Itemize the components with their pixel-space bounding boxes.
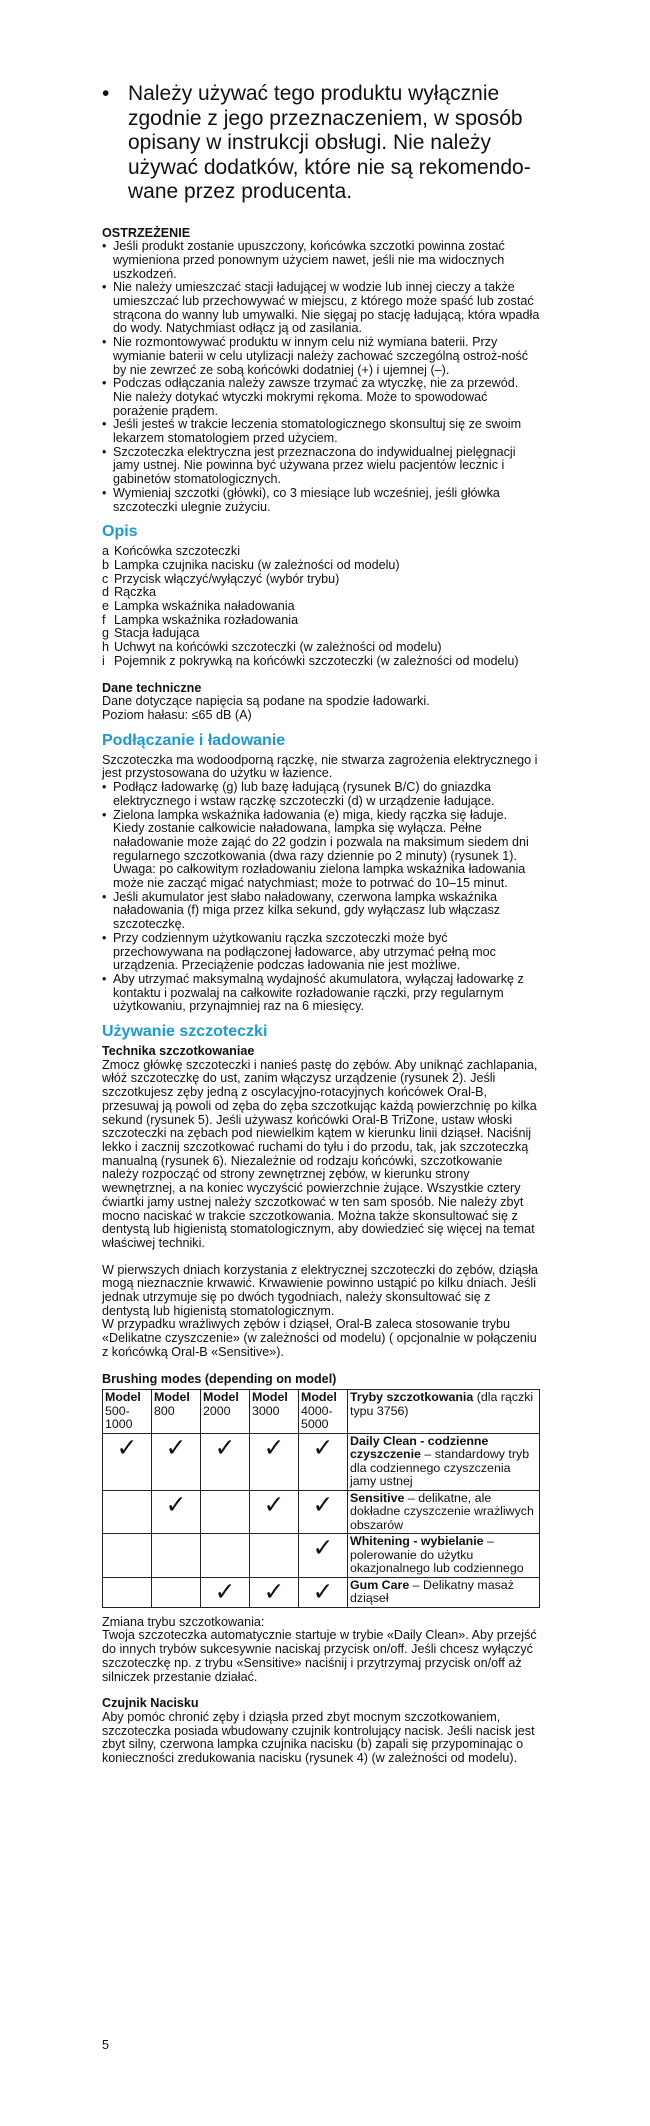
charging-item: • Przy codziennym użytkowaniu rączka szczoteczki może być przechowywana na podłączonej ładowarce, aby utrzymać pełną moc urządzenia. Przeciążenie podczas ładowania nie jest możliwe. — [102, 932, 540, 973]
mode-row — [103, 1490, 540, 1534]
charging-item-text: Zielona lampka wskaźnika ładowania (e) miga, kiedy rączka się ładuje. Kiedy zostanie całkowicie naładowana, lampka się wyłącza. Pełne naładowanie może zająć do 22 godzin i pozwala na maksimum siedem dni regularnego szczotkowania (dwa razy dziennie po 2 minuty) (rysunek 1). — [113, 807, 529, 863]
part-text: Rączka — [114, 585, 156, 600]
model-header: Model 500-1000 — [103, 1390, 152, 1434]
tech-section — [102, 682, 540, 723]
warning-item: • Jeśli jesteś w trakcie leczenia stomatologicznego skonsultuj się ze swoim lekarzem stomatologiem przed użyciem. — [102, 418, 540, 445]
warning-title: OSTRZEŻENIE — [102, 225, 191, 240]
mode-row — [103, 1534, 540, 1578]
warning-item: • Wymieniaj szczotki (główki), co 3 miesiące lub wcześniej, jeśli główka szczoteczki ulegnie zużyciu. — [102, 487, 540, 514]
page-number: 5 — [102, 2038, 110, 2052]
charging-intro: Szczoteczka ma wodoodporną rączkę, nie stwarza zagrożenia elektrycznego i jest przystosowana do użytku w łazience. — [102, 752, 538, 781]
pressure-title: Czujnik Nacisku — [102, 1696, 199, 1711]
empty-cell — [103, 1490, 152, 1534]
intro-text: Należy używać tego produktu wyłącznie zgodnie z jego przeznaczeniem, w sposób opisany w instrukcji obsługi. Nie należy używać dodatków, które nie są rekomendo-wane przez producenta. — [128, 82, 531, 203]
part-letter: b — [102, 557, 110, 572]
part-letter: g — [102, 626, 110, 641]
charging-item: • Podłącz ładowarkę (g) lub bazę ładującą (rysunek B/C) do gniazdka elektrycznego i wstaw rączkę szczoteczki (d) w urządzenie ładujące. — [102, 781, 540, 808]
pressure-section — [102, 1697, 540, 1766]
checkmark-icon: ✓ — [152, 1490, 201, 1534]
charging-item: • Aby utrzymać maksymalną wydajność akumulatora, wyłączaj ładowarkę z kontaktu i pozwalaj na całkowite rozładowanie rączki, przy regularnym użytkowaniu, przynajmniej raz na 6 miesięcy. — [102, 973, 540, 1014]
model-header: Model 2000 — [201, 1390, 250, 1434]
part-letter: a — [102, 544, 110, 559]
checkmark-icon: ✓ — [299, 1534, 348, 1578]
brushing-modes-table — [102, 1389, 540, 1608]
checkmark-icon: ✓ — [250, 1577, 299, 1607]
table-header-row — [103, 1390, 540, 1434]
part-text: Pojemnik z pokrywką na końcówki szczoteczki (w zależności od modelu) — [114, 653, 519, 668]
part-text: Lampka czujnika nacisku (w zależności od modelu) — [114, 557, 400, 572]
intro-bullet — [102, 82, 540, 205]
warning-item: • Jeśli produkt zostanie upuszczony, końcówka szczotki powinna zostać wymieniona przed ponownym użyciem nawet, jeśli nie ma widocznych uszkodzeń. — [102, 240, 540, 281]
parts-list — [102, 545, 540, 668]
checkmark-icon: ✓ — [299, 1577, 348, 1607]
charging-section — [102, 754, 540, 1014]
charging-item — [102, 809, 540, 891]
warning-item: • Podczas odłączania należy zawsze trzymać za wtyczkę, nie za przewód. Nie należy dotykać wtyczki mokrymi rękoma. Może to spowodować porażenie prądem. — [102, 377, 540, 418]
pressure-text: Aby pomóc chronić zęby i dziąsła przed zbyt mocnym szczotkowaniem, szczoteczka posiada wbudowany czujnik kontrolujący nacisk. Jeśli nacisk jest zbyt silny, czerwona lampka czujnika nacisku (b) zapali się przypominając o konieczności zredukowania nacisku (rysunek 4) (w zależności od modelu). — [102, 1709, 535, 1766]
modes-table-title: Brushing modes (depending on model) — [102, 1371, 337, 1386]
part-text: Końcówka szczoteczki — [114, 544, 240, 559]
part-text: Stacja ładująca — [114, 626, 200, 641]
usage-section — [102, 1045, 540, 1359]
mode-change-text: Twoja szczoteczka automatycznie startuje w trybie «Daily Clean». Aby przejść do innych trybów sukcesywnie naciskaj przycisk on/off. Jeśli chcesz wyłączyć szczoteczkę np. z trybu «Sensitive» naciśnij i przytrzymaj przycisk on/off aż silniczek przestanie działać. — [102, 1628, 537, 1684]
tech-line: Dane dotyczące napięcia są podane na spodzie ładowarki. — [102, 694, 430, 709]
mode-name: Sensitive — [350, 1490, 405, 1505]
part-letter: f — [102, 612, 106, 627]
checkmark-icon: ✓ — [201, 1577, 250, 1607]
mode-description — [348, 1577, 540, 1607]
part-text: Lampka wskaźnika naładowania — [114, 599, 295, 614]
mode-name: Gum Care — [350, 1577, 410, 1592]
warning-item: • Szczoteczka elektryczna jest przeznaczona do indywidualnej pielęgnacji jamy ustnej. Nie powinna być używana przez wielu pacjentów lecznic i gabinetów stomatologicznych. — [102, 446, 540, 487]
empty-cell — [250, 1534, 299, 1578]
part-letter: i — [102, 653, 105, 668]
checkmark-icon: ✓ — [250, 1490, 299, 1534]
usage-para: W pierwszych dniach korzystania z elektrycznej szczoteczki do zębów, dziąsła mogą nieznacznie krwawić. Krwawienie powinno ustąpić po kilku dniach. Jeśli jednak utrzymuje się po dwóch tygodniach, należy skonsultować się z dentystą lub higienistą stomatologicznym. — [102, 1262, 539, 1318]
checkmark-icon: ✓ — [299, 1433, 348, 1490]
checkmark-icon: ✓ — [201, 1433, 250, 1490]
empty-cell — [103, 1534, 152, 1578]
mode-change-section — [102, 1616, 540, 1685]
tech-line: Poziom hałasu: ≤65 dB (A) — [102, 708, 252, 722]
warning-item: • Nie rozmontowywać produktu w innym celu niż wymiana baterii. Przy wymianie baterii w celu utylizacji należy zachować szczególną ostroż-ność by nie zewrzeć ze sobą końcówki dodatniej (+) i ujemnej (–). — [102, 336, 540, 377]
usage-heading: Używanie szczoteczki — [102, 1023, 268, 1041]
mode-description — [348, 1433, 540, 1490]
technique-text: Zmocz główkę szczoteczki i nanieś pastę do zębów. Aby uniknąć zachlapania, włóż szczoteczkę do ust, zanim włączysz urządzenie (rysunek 2). Jeśli szczotkujesz zęby jedną z oscylacyjno-rotacyjnych końcówek Oral-B, przesuwaj ją powoli od zęba do zęba szczotkując każdą powierzchnię po kilka sekund (rysunek 5). Jeśli używasz końcówki Oral-B TriZone, ustaw włoski szczoteczki na zębach pod niewielkim kątem w kierunku linii dziąseł. Naciśnij lekko i zacznij szczotkować ruchami do tyłu i do przodu, tak, jak szczoteczką manualną (rysunek 6). Niezależnie od rodzaju końcówki, szczotkowanie należy rozpocząć od strony zewnętrznej zębów, w kierunku strony wewnętrznej, a na koniec wyczyścić powierzchnie żujące. Wszystkie cztery ćwiartki jamy ustnej należy szczotkować w ten sam sposób. Nie należy zbyt mocno naciskać w trakcie szczotkowania. Można także skonsultować się z dentystą lub higienistą stomatologicznym, aby dowiedzieć się więcej na temat właściwej techniki. — [102, 1057, 538, 1250]
empty-cell — [152, 1534, 201, 1578]
model-header: Model 3000 — [250, 1390, 299, 1434]
usage-para: W przypadku wrażliwych zębów i dziąseł, Oral-B zaleca stosowanie trybu «Delikatne czyszczenie» (w zależności od modelu) ( opcjonalnie w połączeniu z końcówką Oral-B «Sensitive»). — [102, 1317, 537, 1359]
charging-note: Uwaga: po całkowitym rozładowaniu zielona lampka wskaźnika ładowania może nie zacząć migać natychmiast; może to potrwać do 10–15 minut. — [113, 862, 526, 891]
charging-heading: Podłączanie i ładowanie — [102, 731, 286, 749]
manual-page — [102, 82, 540, 1766]
model-header: Model 800 — [152, 1390, 201, 1434]
mode-name: Whitening - wybielanie — [350, 1534, 484, 1549]
mode-desc-text: – Delikatny masaż dziąseł — [350, 1577, 514, 1606]
part-text: Przycisk włączyć/wyłączyć (wybór trybu) — [114, 571, 340, 586]
modes-desc-header: Tryby szczotkowania (dla rączki typu 3756) — [348, 1390, 540, 1434]
part-text: Lampka wskaźnika rozładowania — [114, 612, 299, 627]
empty-cell — [103, 1577, 152, 1607]
mode-desc-text: – standardowy tryb dla codziennego czyszczenia jamy ustnej — [350, 1447, 530, 1489]
mode-desc-text: – delikatne, ale dokładne czyszczenie wrażliwych obszarów — [350, 1490, 534, 1532]
mode-name: Daily Clean - codzienne czyszczenie — [350, 1433, 489, 1462]
mode-description — [348, 1490, 540, 1534]
technique-title: Technika szczotkowaniae — [102, 1044, 255, 1059]
part-text: Uchwyt na końcówki szczoteczki (w zależności od modelu) — [114, 640, 442, 655]
empty-cell — [152, 1577, 201, 1607]
warning-list — [102, 240, 540, 514]
part-letter: h — [102, 640, 110, 655]
mode-change-title: Zmiana trybu szczotkowania: — [102, 1614, 265, 1629]
checkmark-icon: ✓ — [152, 1433, 201, 1490]
charging-list — [102, 781, 540, 1014]
mode-description — [348, 1534, 540, 1578]
charging-item: • Jeśli akumulator jest słabo naładowany, czerwona lampka wskaźnika naładowania (f) miga przez kilka sekund, gdy wyłączasz lub włączasz szczoteczkę. — [102, 891, 540, 932]
checkmark-icon: ✓ — [250, 1433, 299, 1490]
part-letter: e — [102, 599, 110, 614]
mode-desc-text: – polerowanie do użytku okazjonalnego lub codziennego — [350, 1534, 524, 1576]
warning-section — [102, 227, 540, 515]
checkmark-icon: ✓ — [299, 1490, 348, 1534]
empty-cell — [201, 1490, 250, 1534]
empty-cell — [201, 1534, 250, 1578]
mode-row — [103, 1433, 540, 1490]
model-header: Model 4000-5000 — [299, 1390, 348, 1434]
mode-row — [103, 1577, 540, 1607]
opis-heading: Opis — [102, 523, 138, 541]
warning-item: • Nie należy umieszczać stacji ładującej w wodzie lub innej cieczy a także umieszczać lub przechowywać w miejscu, z którego może spaść lub zostać strącona do wanny lub umywalki. Nie sięgaj po stację ładującą, która wpadła do wody. Natychmiast odłącz ją od zasilania. — [102, 281, 540, 336]
bullet-icon: • — [102, 82, 110, 105]
tech-title: Dane techniczne — [102, 680, 202, 695]
part-letter: c — [102, 571, 109, 586]
part-letter: d — [102, 585, 110, 600]
checkmark-icon: ✓ — [103, 1433, 152, 1490]
